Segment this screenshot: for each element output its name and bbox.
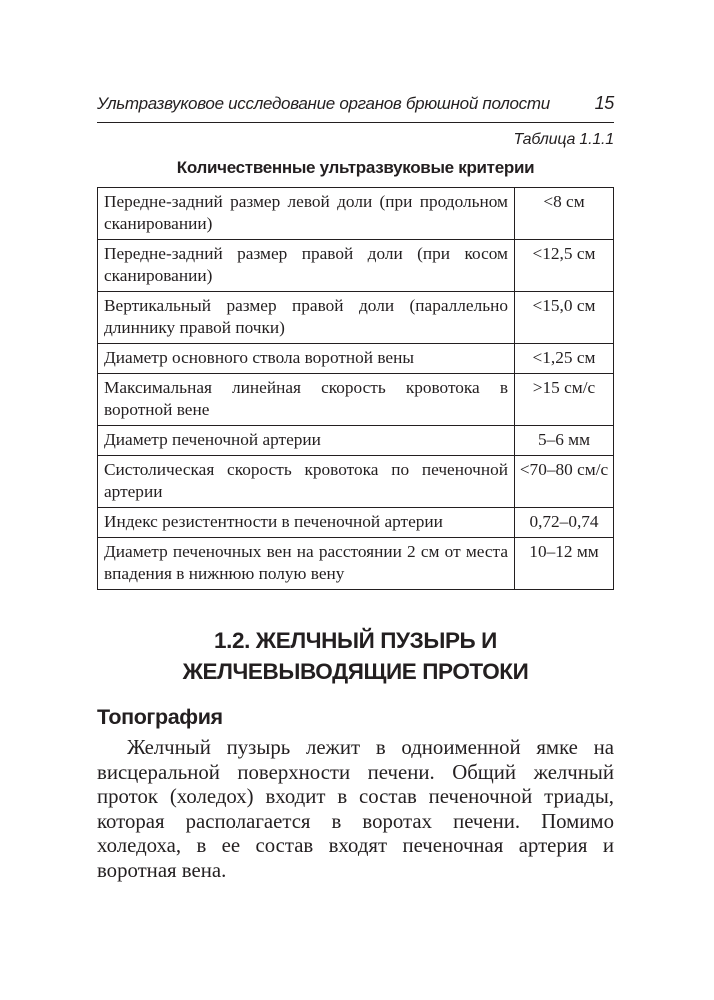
table-cell-value: <15,0 см <box>515 292 614 344</box>
table-row <box>98 456 614 508</box>
table-cell-parameter: Индекс резистентности в печеночной артерии <box>98 508 515 538</box>
table-cell-value: 10–12 мм <box>515 538 614 590</box>
table-row <box>98 292 614 344</box>
table-row <box>98 374 614 426</box>
table-cell-parameter: Диаметр печеночных вен на расстоянии 2 см от места впадения в нижнюю полую вену <box>98 538 515 590</box>
table-row <box>98 344 614 374</box>
page-number: 15 <box>594 93 614 113</box>
table-cell-parameter: Передне-задний размер правой доли (при косом сканировании) <box>98 240 515 292</box>
criteria-table <box>97 187 614 590</box>
table-row <box>98 240 614 292</box>
table-cell-value: 5–6 мм <box>515 426 614 456</box>
subsection-title: Топография <box>97 705 223 729</box>
table-cell-value: <8 см <box>515 188 614 240</box>
running-header-title: Ультразвуковое исследование органов брюшной полости <box>97 94 550 113</box>
table-row <box>98 538 614 590</box>
table-row <box>98 508 614 538</box>
table-cell-value: <70–80 см/с <box>515 456 614 508</box>
table-title: Количественные ультразвуковые критерии <box>176 158 535 177</box>
table-cell-value: <1,25 см <box>515 344 614 374</box>
table-cell-parameter: Диаметр печеночной артерии <box>98 426 515 456</box>
table-cell-value: <12,5 см <box>515 240 614 292</box>
running-header <box>97 88 614 123</box>
table-cell-parameter: Передне-задний размер левой доли (при продольном сканировании) <box>98 188 515 240</box>
table-row <box>98 188 614 240</box>
table-cell-value: 0,72–0,74 <box>515 508 614 538</box>
table-cell-parameter: Вертикальный размер правой доли (параллельно длиннику правой почки) <box>98 292 515 344</box>
section-title: 1.2. ЖЕЛЧНЫЙ ПУЗЫРЬ И ЖЕЛЧЕВЫВОДЯЩИЕ ПРОТОКИ <box>182 628 529 684</box>
table-cell-parameter: Максимальная линейная скорость кровотока в воротной вене <box>98 374 515 426</box>
table-cell-parameter: Систолическая скорость кровотока по печеночной артерии <box>98 456 515 508</box>
table-cell-parameter: Диаметр основного ствола воротной вены <box>98 344 515 374</box>
table-cell-value: >15 см/с <box>515 374 614 426</box>
table-label: Таблица 1.1.1 <box>513 131 614 148</box>
body-paragraph: Желчный пузырь лежит в одноименной ямке на висцеральной поверхности печени. Общий желчный проток (холедох) входит в состав печеночной триады, которая располагается в воротах печени. Помимо холедоха, в ее состав входят печеночная артерия и воротная вена. <box>97 736 614 882</box>
table-row <box>98 426 614 456</box>
